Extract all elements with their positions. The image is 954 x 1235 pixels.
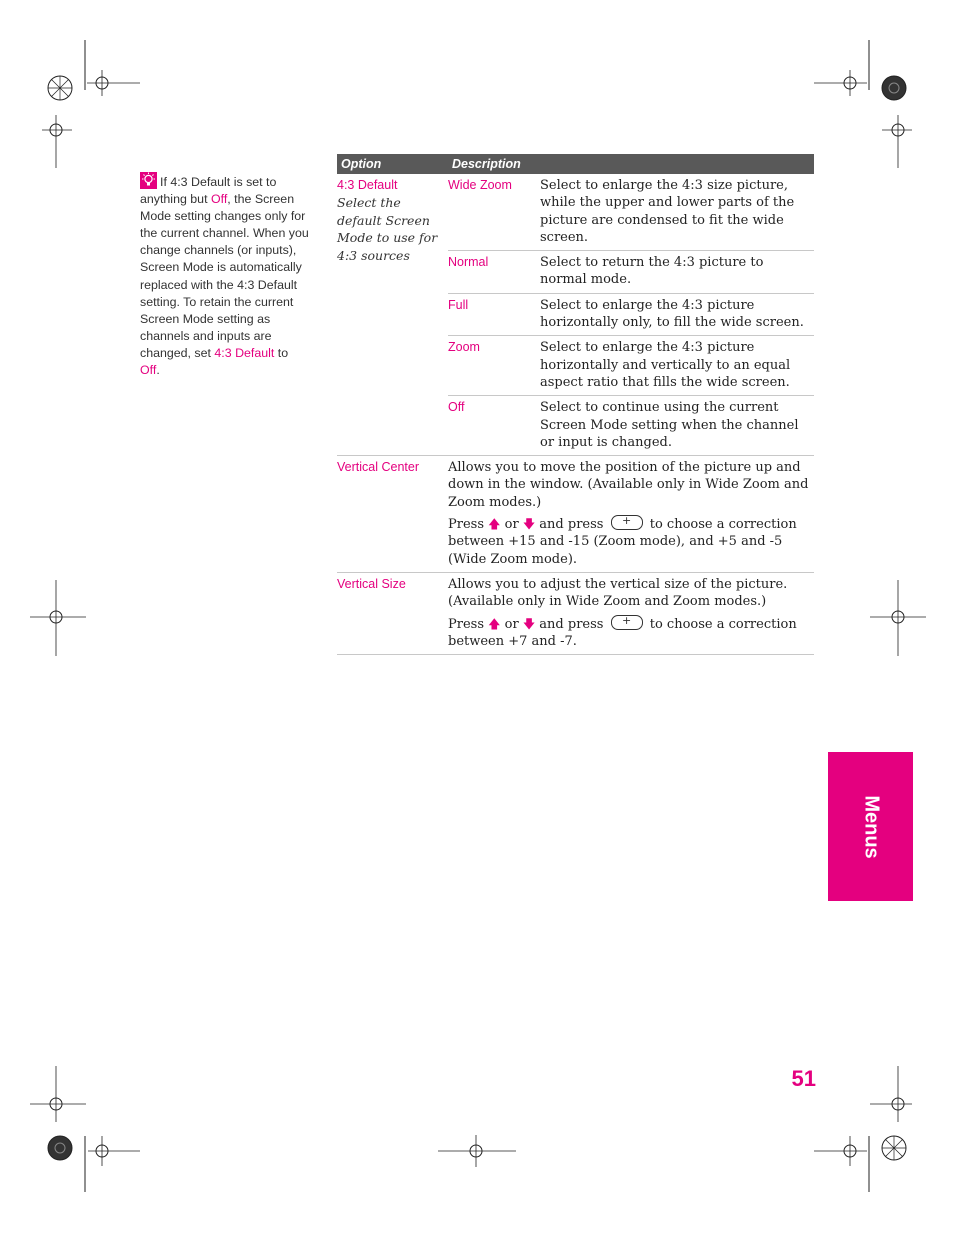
tip-off-2: Off bbox=[140, 363, 157, 378]
sub-option-normal: Normal bbox=[448, 255, 489, 270]
tip-default-label: 4:3 Default bbox=[214, 345, 275, 360]
tip-text-2: , the Screen Mode setting changes only for the current channel. When you change channels (or inputs), Screen Mode is automatically replaced with the 4:3 Default setting. To retain the current Screen Mode setting as channels and inputs are changed, set bbox=[140, 192, 309, 360]
vertical-center-press: Press 🡅 or 🡇 and press + to choose a correction between +15 and -15 (Zoom mode), and +5 and -5 (Wide Zoom mode). bbox=[448, 515, 814, 568]
table-row-vertical-center bbox=[337, 456, 814, 573]
sub-option-desc: Select to enlarge the 4:3 picture horizontally and vertically to an equal aspect ratio that fills the wide screen. bbox=[540, 340, 791, 390]
registration-mark-bottom-center bbox=[438, 1135, 518, 1175]
sub-option-off: Off bbox=[448, 400, 465, 415]
registration-mark-top-right bbox=[812, 40, 912, 170]
vertical-center-text: Allows you to move the position of the picture up and down in the window. (Available only in Wide Zoom and Zoom modes.) bbox=[448, 460, 809, 510]
table-row-4-3-default bbox=[337, 174, 814, 456]
tip-off-1: Off bbox=[210, 192, 228, 207]
joystick-button-icon bbox=[611, 615, 643, 630]
up-arrow-icon: 🡅 bbox=[488, 616, 501, 631]
vertical-size-description bbox=[448, 573, 814, 654]
tip-text-3: to bbox=[274, 345, 289, 360]
registration-mark-mid-left bbox=[30, 580, 90, 656]
option-4-3-default: 4:3 Default Select the default Screen Mode to use for 4:3 sources bbox=[337, 177, 447, 264]
up-arrow-icon: 🡅 bbox=[488, 517, 501, 532]
option-vertical-center: Vertical Center bbox=[337, 460, 419, 475]
options-table bbox=[337, 154, 814, 655]
table-header bbox=[337, 154, 814, 174]
page-number: 51 bbox=[791, 1066, 816, 1091]
tip-text-4: . bbox=[156, 363, 160, 378]
sub-option-wide-zoom: Wide Zoom bbox=[448, 178, 512, 192]
header-option: Option bbox=[341, 157, 382, 171]
sub-option-desc: Select to enlarge the 4:3 picture horizontally only, to fill the wide screen. bbox=[540, 297, 804, 331]
sub-option-row bbox=[448, 396, 814, 455]
vertical-center-description bbox=[448, 456, 814, 572]
lightbulb-icon bbox=[140, 172, 157, 189]
section-tab-label: Menus bbox=[860, 794, 882, 859]
vertical-size-text: Allows you to adjust the vertical size of the picture. (Available only in Wide Zoom and Zoom modes.) bbox=[448, 576, 788, 610]
down-arrow-icon: 🡇 bbox=[522, 517, 536, 532]
tip-text-1: If 4:3 Default is set to anything but bbox=[140, 175, 277, 207]
option-4-3-default-note: Select the default Screen Mode to use for 4:3 sources bbox=[337, 195, 438, 263]
sub-option-row bbox=[448, 251, 814, 294]
sub-option-desc: Select to enlarge the 4:3 size picture, while the upper and lower parts of the picture are condensed to fit the wide screen. bbox=[540, 178, 795, 245]
sub-option-row bbox=[448, 174, 814, 251]
joystick-button-icon bbox=[611, 515, 643, 530]
registration-mark-top-left bbox=[42, 40, 142, 170]
registration-mark-mid-right bbox=[870, 580, 930, 656]
down-arrow-icon: 🡇 bbox=[522, 616, 536, 631]
sub-option-full: Full bbox=[448, 297, 469, 312]
sub-option-desc: Select to return the 4:3 picture to normal mode. bbox=[540, 255, 764, 288]
header-description: Description bbox=[452, 157, 521, 171]
sub-option-row bbox=[448, 294, 814, 337]
registration-mark-bottom-right bbox=[812, 1066, 912, 1196]
sub-option-desc: Select to continue using the current Screen Mode setting when the channel or input is changed. bbox=[540, 400, 799, 450]
vertical-size-press: Press 🡅 or 🡇 and press + to choose a correction between +7 and -7. bbox=[448, 615, 814, 651]
section-tab bbox=[828, 752, 913, 901]
sub-option-zoom: Zoom bbox=[448, 340, 480, 355]
tip-note bbox=[140, 172, 310, 379]
registration-mark-bottom-left bbox=[30, 1066, 150, 1196]
table-row-vertical-size bbox=[337, 573, 814, 655]
sub-option-row bbox=[448, 336, 814, 396]
option-vertical-size: Vertical Size bbox=[337, 576, 406, 591]
